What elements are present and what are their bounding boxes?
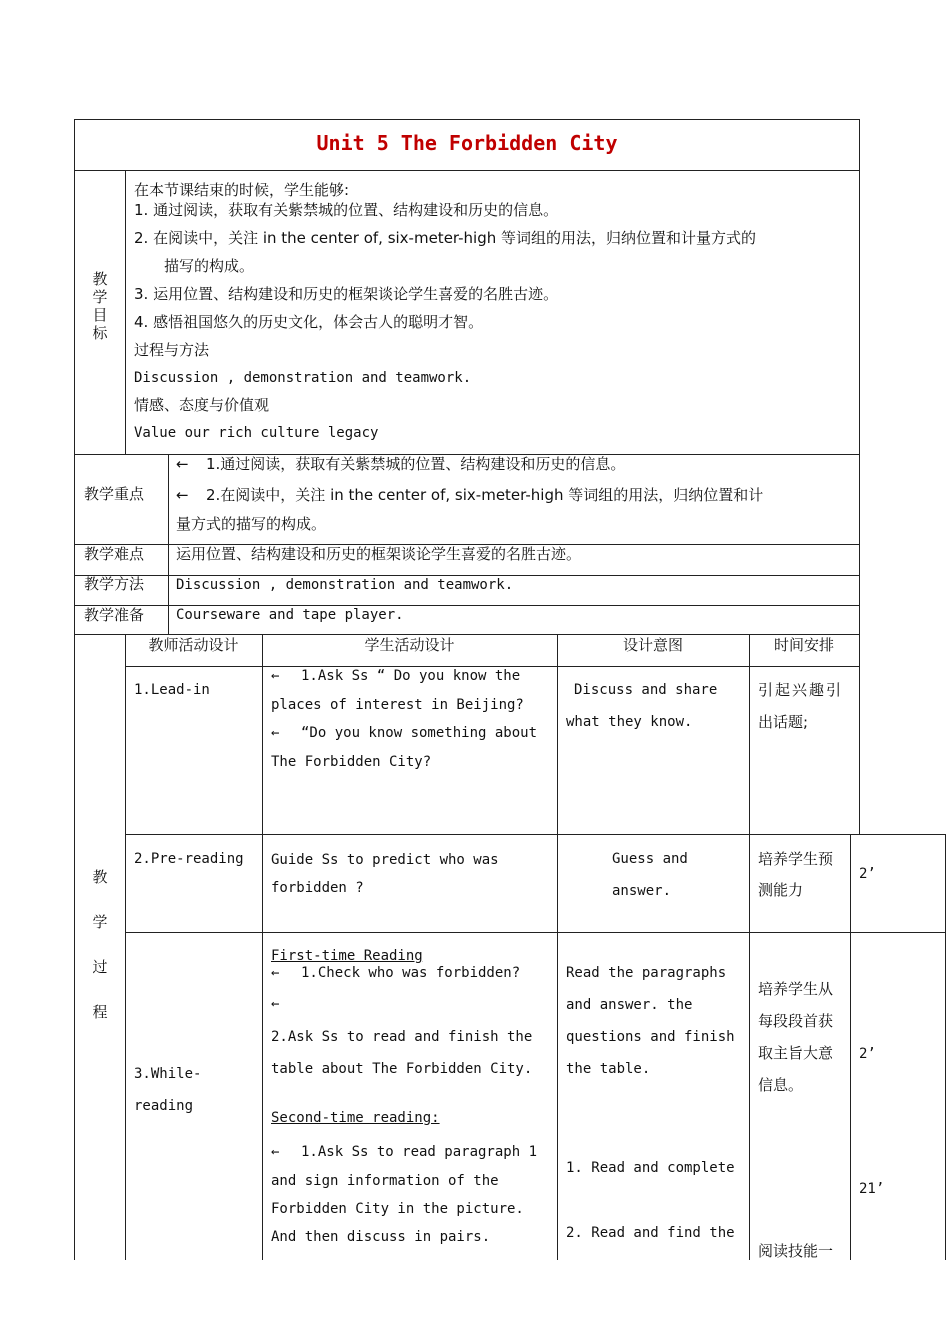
preparation-label: 教学准备: [84, 606, 145, 624]
step-label: reading: [134, 1098, 194, 1114]
objective-item: 1. 通过阅读，获取有关紫禁城的位置、结构建设和历史的信息。: [134, 201, 559, 219]
emotion-heading: 情感、态度与价值观: [134, 396, 270, 414]
teacher-text: and sign information of the: [271, 1173, 499, 1189]
process-heading: 过程与方法: [134, 341, 210, 359]
arrow-left-icon: ←: [271, 668, 280, 684]
methods-text: Discussion , demonstration and teamwork.: [176, 577, 514, 593]
header-student-activity: 学生活动设计: [364, 636, 455, 654]
first-reading-heading: First-time Reading: [271, 948, 423, 964]
time-value: 2’: [859, 1046, 876, 1062]
student-text: 2. Read and find the: [566, 1225, 735, 1241]
student-text: Discuss and share: [574, 682, 718, 698]
student-text: Read the paragraphs: [566, 965, 727, 981]
intent-text: 培养学生预: [758, 850, 834, 868]
teacher-text: 1.Ask Ss “ Do you know the: [301, 668, 521, 684]
student-text: 1. Read and complete: [566, 1160, 735, 1176]
process-label: 教 学 过 程: [92, 868, 108, 1021]
arrow-left-icon: ←: [271, 965, 280, 981]
header-teacher-activity: 教师活动设计: [148, 636, 239, 654]
student-text: questions and finish: [566, 1029, 735, 1045]
teacher-text: Forbidden City in the picture.: [271, 1201, 524, 1217]
teacher-text: table about The Forbidden City.: [271, 1061, 533, 1077]
student-text: Guess and: [612, 851, 688, 867]
step-label: 2.Pre-reading: [134, 851, 244, 867]
difficult-points-text: 运用位置、结构建设和历史的框架谈论学生喜爱的名胜古迹。: [176, 545, 582, 563]
key-point-item: ← 1.通过阅读，获取有关紫禁城的位置、结构建设和历史的信息。: [176, 450, 625, 478]
step-label: 3.While-: [134, 1066, 202, 1082]
second-reading-heading: Second-time reading:: [271, 1110, 440, 1126]
teacher-text: The Forbidden City?: [271, 754, 432, 770]
arrow-left-icon: ←: [271, 725, 280, 741]
intent-text: 取主旨大意: [758, 1044, 834, 1062]
student-text: the table.: [566, 1061, 651, 1077]
intent-text: 培养学生从: [758, 980, 834, 998]
teacher-text: 1.Ask Ss to read paragraph 1: [301, 1144, 538, 1160]
arrow-left-icon: ←: [271, 1144, 280, 1160]
teacher-text: “Do you know something about: [301, 725, 538, 741]
intent-text: 出话题;: [758, 713, 809, 731]
arrow-left-icon: ←: [176, 486, 189, 504]
student-text: answer.: [612, 883, 672, 899]
difficult-points-label: 教学难点: [84, 545, 145, 563]
header-time: 时间安排: [773, 636, 834, 654]
student-text: what they know.: [566, 714, 693, 730]
process-text: Discussion , demonstration and teamwork.: [134, 370, 472, 386]
teacher-text: And then discuss in pairs.: [271, 1229, 491, 1245]
student-text: and answer. the: [566, 997, 693, 1013]
key-point-item: 量方式的描写的构成。: [176, 515, 327, 533]
teacher-text: Guide Ss to predict who was: [271, 852, 499, 868]
page-title: Unit 5 The Forbidden City: [316, 131, 618, 155]
intent-text: 引起兴趣引: [758, 681, 844, 699]
intent-text: 信息。: [758, 1076, 804, 1094]
key-points-label: 教学重点: [84, 485, 145, 503]
teacher-text: places of interest in Beijing?: [271, 697, 524, 713]
time-value: 2’: [859, 866, 876, 882]
objective-item: 描写的构成。: [164, 257, 255, 275]
arrow-left-icon: ←: [176, 455, 189, 473]
objective-item: 2. 在阅读中，关注 in the center of, six-meter-high 等词组的用法，归纳位置和计量方式的: [134, 229, 757, 247]
header-design-intent: 设计意图: [622, 636, 683, 654]
arrow-left-icon: ←: [271, 996, 280, 1012]
step-label: 1.Lead-in: [134, 682, 210, 698]
preparation-text: Courseware and tape player.: [176, 607, 404, 623]
objective-item: 3. 运用位置、结构建设和历史的框架谈论学生喜爱的名胜古迹。: [134, 285, 559, 303]
teacher-text: forbidden ?: [271, 880, 364, 896]
teacher-text: 1.Check who was forbidden?: [301, 965, 521, 981]
teacher-text: 2.Ask Ss to read and finish the: [271, 1029, 533, 1045]
emotion-text: Value our rich culture legacy: [134, 425, 379, 441]
intent-text: 测能力: [758, 881, 804, 899]
objectives-intro: 在本节课结束的时候，学生能够:: [134, 181, 350, 199]
time-value: 21’: [859, 1181, 885, 1197]
intent-text: 阅读技能一: [758, 1242, 834, 1260]
objective-item: 4. 感悟祖国悠久的历史文化，体会古人的聪明才智。: [134, 313, 484, 331]
key-point-item: ← 2.在阅读中，关注 in the center of, six-meter-high 等词组的用法，归纳位置和计: [176, 481, 763, 509]
objectives-label: 教 学 目 标: [92, 270, 108, 342]
intent-text: 每段段首获: [758, 1012, 834, 1030]
methods-label: 教学方法: [84, 575, 145, 593]
